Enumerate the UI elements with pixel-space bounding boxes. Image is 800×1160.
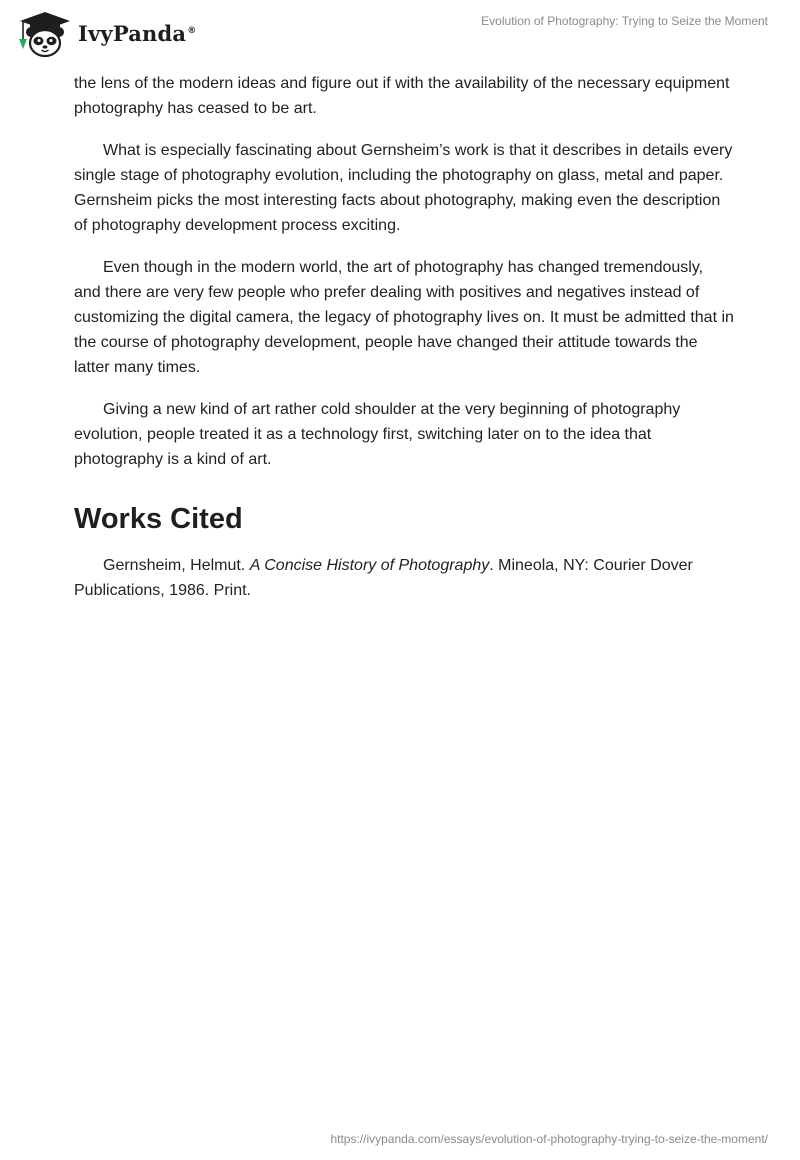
paragraph: What is especially fascinating about Gernsheim’s work is that it describes in details every single stage of photography evolution, including the photography on glass, metal and paper. Gernsheim picks the most interesting facts about photography, making even the description of photography development process exciting. [74,142,733,234]
running-title: Evolution of Photography: Trying to Seize the Moment [481,14,768,28]
ivypanda-logo[interactable] [14,8,196,58]
citation-title: A Concise History of Photography [249,557,490,574]
citation-author: Gernsheim, Helmut. [103,557,250,574]
registered-mark: ® [187,25,197,36]
works-cited-heading: Works Cited [74,503,243,535]
paragraph: Giving a new kind of art rather cold shoulder at the very beginning of photography evolution, people treated it as a technology first, switching later on to the idea that photography is a kind of art. [74,401,681,468]
page-source-url[interactable]: https://ivypanda.com/essays/evolution-of-photography-trying-to-seize-the-moment/ [330,1132,768,1146]
brand-name-text: IvyPanda [78,20,187,46]
brand-name [78,21,196,46]
citation-publication: . Mineola, NY: Courier Dover Publications, 1986. Print. [74,557,693,599]
citation-entry [74,553,734,603]
paragraph-continuation: the lens of the modern ideas and figure out if with the availability of the necessary equipment photography has ceased to be art. [74,75,730,117]
essay-content [74,71,734,603]
page-header [0,0,800,66]
panda-graduation-cap-icon [14,8,76,58]
paragraph: Even though in the modern world, the art of photography has changed tremendously, and there are very few people who prefer dealing with positives and negatives instead of customizing the digital camera, the legacy of photography lives on. It must be admitted that in the course of photography development, people have changed their attitude towards the latter many times. [74,259,734,376]
